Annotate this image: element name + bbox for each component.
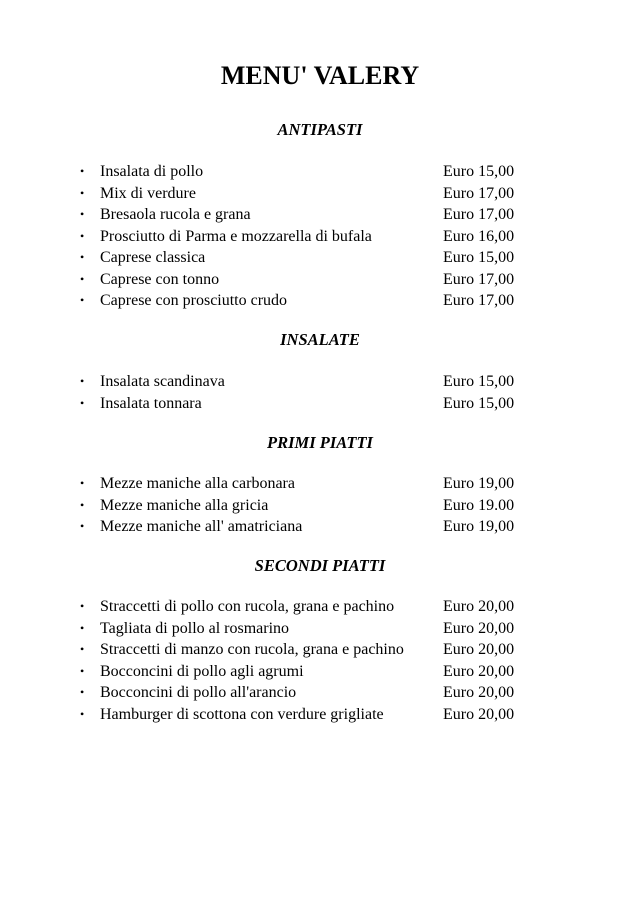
section-heading: INSALATE [280,330,360,349]
item-name: Mix di verdure [100,184,196,202]
bullet-icon: • [80,228,85,243]
menu-item [0,183,640,205]
item-price: Euro 17,00 [443,184,515,202]
menu-item [0,393,640,415]
item-name: Mezze maniche alla carbonara [100,475,295,492]
item-name: Straccetti di manzo con rucola, grana e pachino [100,641,404,658]
menu-item [0,704,640,726]
item-price: Euro 20,00 [443,684,515,701]
menu-item [0,596,640,618]
item-price: Euro 15,00 [443,373,515,390]
item-price: Euro 15,00 [443,163,515,180]
item-name: Insalata scandinava [100,373,225,390]
bullet-icon: • [80,164,85,178]
item-name: Caprese con tonno [100,270,220,288]
bullet-icon: • [80,476,85,490]
menu-item [0,682,640,704]
bullet-icon: • [80,663,85,678]
item-name: Mezze maniche alla gricia [100,496,269,514]
bullet-icon: • [80,207,85,221]
bullet-icon: • [80,374,85,388]
menu-list [0,596,640,725]
item-price: Euro 15,00 [443,249,515,266]
item-price: Euro 20,00 [443,619,515,637]
item-price: Euro 17,00 [443,206,515,223]
menu-item [0,371,640,393]
bullet-icon: • [80,599,85,613]
menu-list [0,473,640,538]
menu-item [0,661,640,683]
menu-item [0,639,640,661]
bullet-icon: • [80,271,85,286]
item-name: Insalata di pollo [100,163,204,180]
bullet-icon: • [80,706,85,721]
section-heading: SECONDI PIATTI [254,556,386,575]
section-heading: ANTIPASTI [277,120,363,139]
bullet-icon: • [80,620,85,635]
menu-item [0,516,640,538]
menu-item [0,495,640,517]
item-price: Euro 19,00 [443,518,515,535]
item-name: Tagliata di pollo al rosmarino [100,619,290,637]
bullet-icon: • [80,250,85,264]
item-name: Insalata tonnara [100,394,202,412]
bullet-icon: • [80,395,85,410]
item-name: Mezze maniche all' amatriciana [100,518,303,535]
menu-item [0,204,640,226]
menu-item [0,269,640,291]
item-name: Caprese con prosciutto crudo [100,292,288,309]
bullet-icon: • [80,185,85,200]
item-price: Euro 19.00 [443,496,515,514]
page-title: MENU' VALERY [220,61,420,90]
menu-item [0,247,640,269]
menu-item [0,226,640,248]
item-name: Caprese classica [100,249,206,266]
item-name: Bresaola rucola e grana [100,206,251,223]
item-name: Hamburger di scottona con verdure grigliate [100,705,384,723]
menu-list [0,371,640,414]
item-price: Euro 15,00 [443,394,515,412]
bullet-icon: • [80,685,85,699]
item-price: Euro 17,00 [443,270,515,288]
bullet-icon: • [80,642,85,656]
item-price: Euro 17,00 [443,292,515,309]
item-price: Euro 16,00 [443,227,515,245]
item-price: Euro 20,00 [443,705,515,723]
item-name: Bocconcini di pollo all'arancio [100,684,297,701]
menu-item [0,473,640,495]
item-price: Euro 20,00 [443,662,515,680]
menu-item [0,618,640,640]
item-price: Euro 20,00 [443,641,515,658]
item-price: Euro 19,00 [443,475,515,492]
item-name: Prosciutto di Parma e mozzarella di bufala [100,227,372,245]
section-heading: PRIMI PIATTI [267,433,373,452]
bullet-icon: • [80,497,85,512]
menu-list [0,161,640,312]
item-price: Euro 20,00 [443,598,515,615]
menu-item [0,161,640,183]
menu-item [0,290,640,312]
bullet-icon: • [80,293,85,307]
bullet-icon: • [80,519,85,533]
item-name: Bocconcini di pollo agli agrumi [100,662,304,680]
item-name: Straccetti di pollo con rucola, grana e pachino [100,598,395,615]
